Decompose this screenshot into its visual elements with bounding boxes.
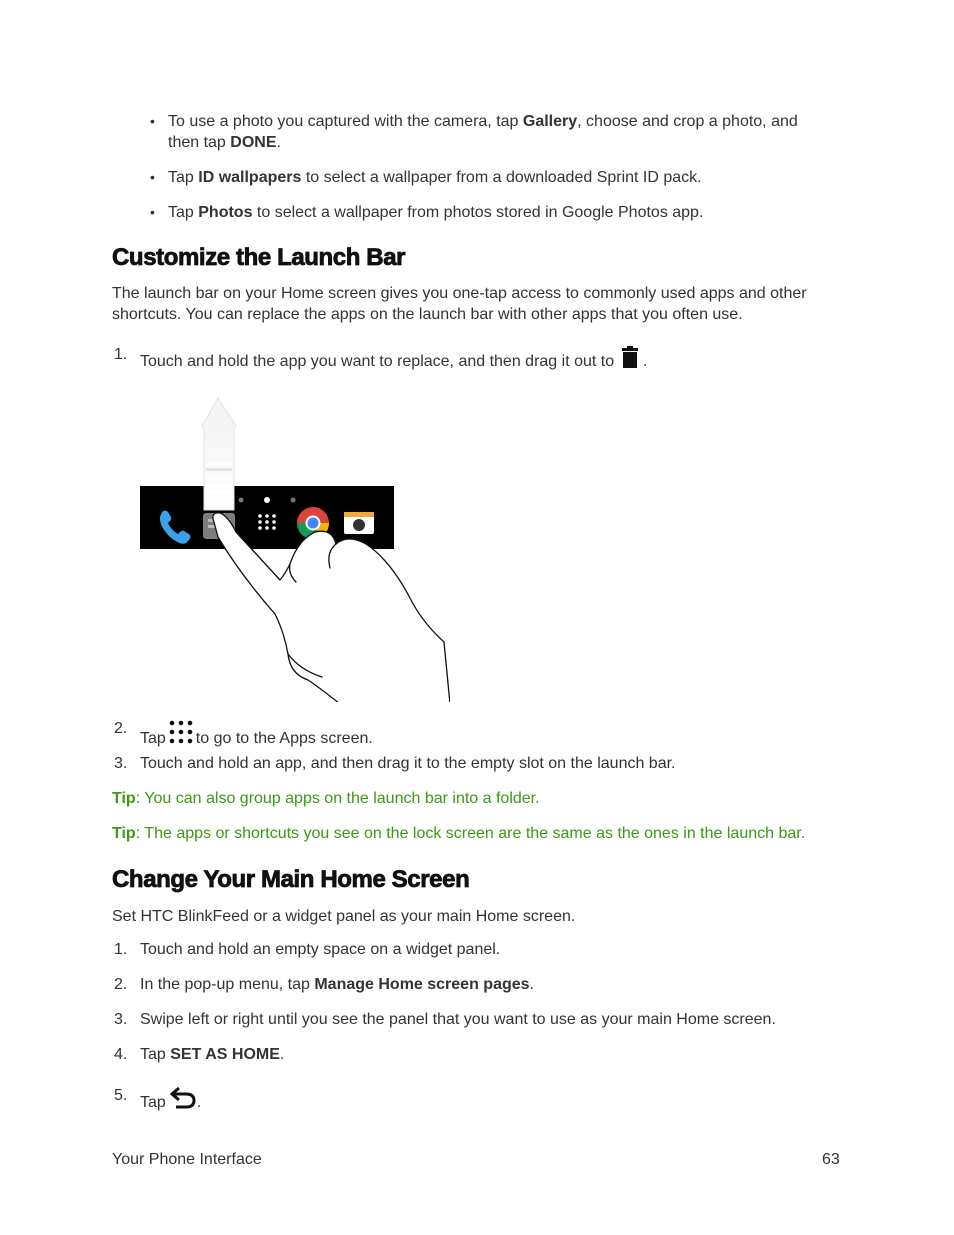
section-heading: Customize the Launch Bar <box>112 244 406 271</box>
tip: Tip: The apps or shortcuts you see on the lock screen are the same as the ones in the launch bar. <box>112 825 806 842</box>
bullet-dot: • <box>150 169 155 185</box>
drag-up-arrow-icon <box>202 398 236 510</box>
step-number: 4. <box>114 1046 128 1063</box>
step-text: Touch and hold an app, and then drag it to the empty slot on the launch bar. <box>140 755 676 772</box>
step-text: In the pop-up menu, tap Manage Home screen pages. <box>140 976 534 993</box>
step-text: Touch and hold the app you want to replace, and then drag it out to . <box>140 346 840 373</box>
bullet-text: To use a photo you captured with the camera, tap Gallery, choose and crop a photo, and then tap DONE. <box>168 113 798 151</box>
step-text: Tap to go to the Apps screen. <box>140 720 840 751</box>
trash-icon <box>621 346 639 373</box>
step-number: 2. <box>114 720 128 737</box>
bullet-text: Tap ID wallpapers to select a wallpaper from a downloaded Sprint ID pack. <box>168 169 702 186</box>
bullet-dot: • <box>150 204 155 220</box>
step-number: 1. <box>114 346 128 363</box>
section-heading: Change Your Main Home Screen <box>112 866 470 893</box>
bullet-text: Tap Photos to select a wallpaper from photos stored in Google Photos app. <box>168 204 704 221</box>
page-number: 63 <box>822 1151 840 1168</box>
tip: Tip: You can also group apps on the launch bar into a folder. <box>112 790 540 807</box>
footer-section-title: Your Phone Interface <box>112 1151 262 1168</box>
apps-icon <box>168 720 194 751</box>
apps-grid-icon <box>258 514 276 530</box>
step-text: Tap . <box>140 1087 840 1114</box>
step-number: 2. <box>114 976 128 993</box>
launch-bar-illustration <box>140 392 450 702</box>
step-number: 3. <box>114 755 128 772</box>
step-number: 5. <box>114 1087 128 1104</box>
section-intro: Set HTC BlinkFeed or a widget panel as your main Home screen. <box>112 908 576 925</box>
camera-icon <box>344 512 374 534</box>
step-text: Swipe left or right until you see the panel that you want to use as your main Home screen. <box>140 1011 776 1028</box>
step-text: Touch and hold an empty space on a widget panel. <box>140 941 501 958</box>
section-intro: The launch bar on your Home screen gives you one-tap access to commonly used apps and other shortcuts. You can replace the apps on the launch bar with other apps that you often use. <box>112 285 807 323</box>
step-number: 3. <box>114 1011 128 1028</box>
back-icon <box>170 1087 196 1114</box>
step-text: Tap SET AS HOME. <box>140 1046 285 1063</box>
step-number: 1. <box>114 941 128 958</box>
bullet-dot: • <box>150 113 155 129</box>
